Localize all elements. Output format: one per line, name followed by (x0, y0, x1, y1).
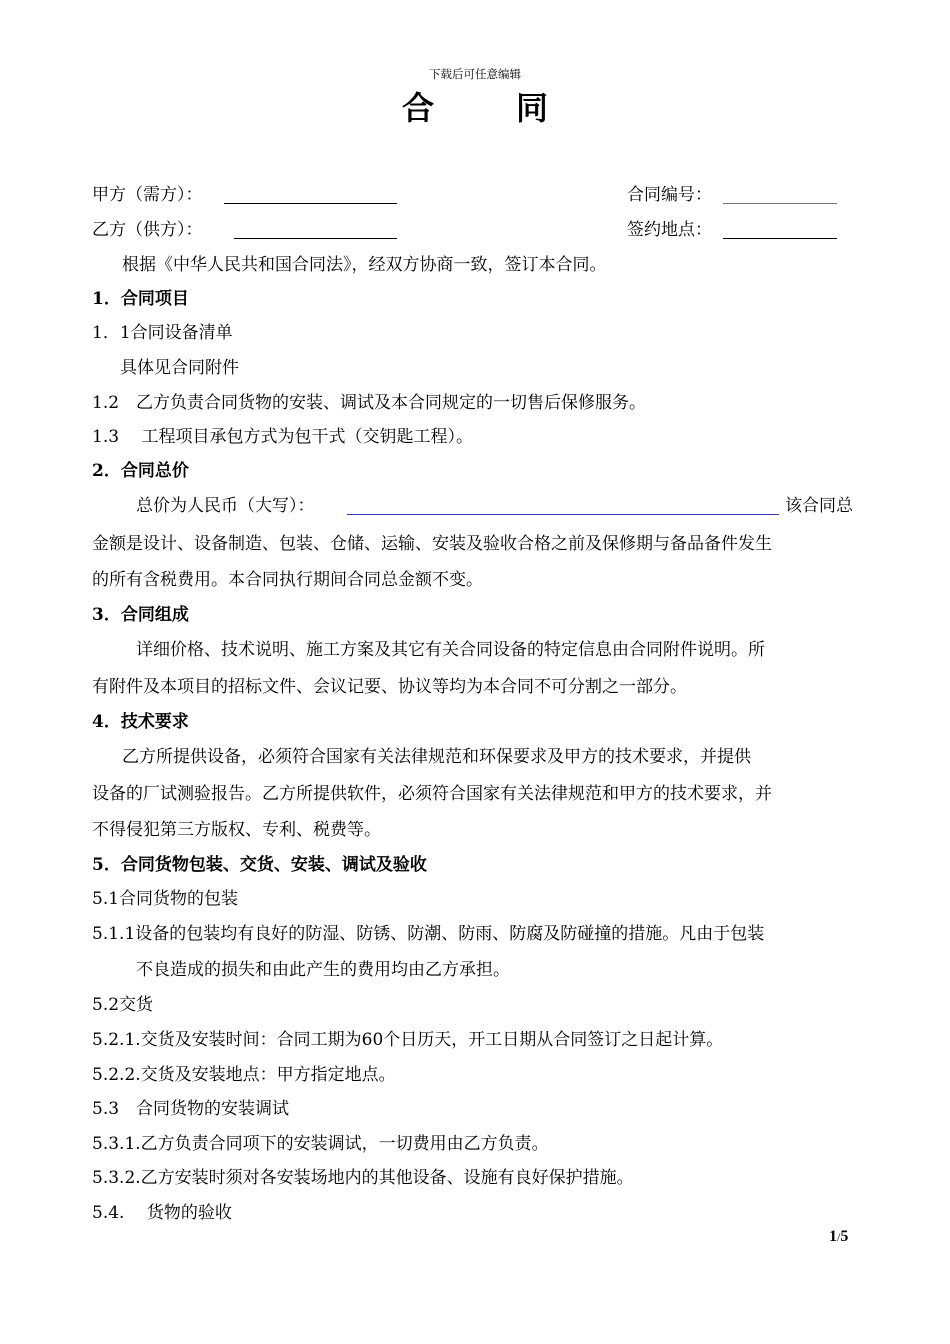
section-4-line-3: 不得侵犯第三方版权、专利、税费等。 (92, 820, 381, 840)
clause-5-3-2: 5.3.2.乙方安装时须对各安装场地内的其他设备、设施有良好保护措施。 (92, 1168, 634, 1188)
section-2-line-2: 金额是设计、设备制造、包装、仓储、运输、安装及验收合格之前及保修期与备品备件发生 (92, 534, 772, 554)
clause-5-1-1-line-2: 不良造成的损失和由此产生的费用均由乙方承担。 (136, 960, 510, 980)
total-price-label: 总价为人民币（大写）： (136, 496, 315, 516)
page-number (829, 1228, 848, 1246)
page-separator: / (837, 1230, 841, 1244)
header-note: 下载后可任意编辑 (429, 67, 521, 81)
clause-1-2: 1.2 乙方负责合同货物的安装、调试及本合同规定的一切售后保修服务。 (92, 393, 647, 413)
page-total: 5 (840, 1228, 849, 1245)
sign-place-label: 签约地点： (627, 220, 712, 240)
clause-5-4: 5.4. 货物的验收 (92, 1203, 232, 1223)
section-1-title: 1．合同项目 (92, 289, 189, 309)
clause-5-3-1: 5.3.1.乙方负责合同项下的安装调试，一切费用由乙方负责。 (92, 1134, 549, 1154)
total-price-tail: 该合同总 (785, 496, 853, 516)
section-4-title: 4．技术要求 (92, 712, 189, 732)
section-3-line-2: 有附件及本项目的招标文件、会议记要、协议等均为本合同不可分割之一部分。 (92, 677, 687, 697)
clause-5-1-1-line-1: 5.1.1设备的包装均有良好的防湿、防锈、防潮、防雨、防腐及防碰撞的措施。凡由于包装 (92, 924, 765, 944)
section-3-title: 3．合同组成 (92, 605, 189, 625)
clause-1-3: 1.3 工程项目承包方式为包干式（交钥匙工程）。 (92, 427, 473, 447)
section-2-line-3: 的所有含税费用。本合同执行期间合同总金额不变。 (92, 570, 483, 590)
clause-5-3: 5.3 合同货物的安装调试 (92, 1099, 290, 1119)
contract-no-label: 合同编号： (627, 185, 712, 205)
section-3-line-1: 详细价格、技术说明、施工方案及其它有关合同设备的特定信息由合同附件说明。所 (136, 640, 765, 660)
clause-5-2-1: 5.2.1.交货及安装时间：合同工期为60个日历天，开工日期从合同签订之日起计算。 (92, 1030, 724, 1050)
party-b-blank[interactable] (234, 238, 397, 239)
section-4-line-2: 设备的厂试测验报告。乙方所提供软件，必须符合国家有关法律规范和甲方的技术要求，并 (92, 784, 772, 804)
clause-5-2: 5.2交货 (92, 995, 154, 1015)
party-a-blank[interactable] (224, 203, 397, 204)
clause-5-1: 5.1合同货物的包装 (92, 889, 239, 909)
party-a-label: 甲方（需方）： (92, 185, 203, 205)
page-current: 1 (829, 1228, 837, 1245)
total-price-blank[interactable] (347, 514, 779, 515)
intro-paragraph: 根据《中华人民共和国合同法》，经双方协商一致，签订本合同。 (122, 255, 607, 275)
document-title: 合同 (401, 89, 630, 127)
clause-1-1-body: 具体见合同附件 (120, 358, 239, 378)
section-4-line-1: 乙方所提供设备，必须符合国家有关法律规范和环保要求及甲方的技术要求，并提供 (122, 747, 751, 767)
contract-no-blank[interactable] (723, 203, 837, 204)
sign-place-blank[interactable] (723, 238, 837, 239)
section-5-title: 5．合同货物包装、交货、安装、调试及验收 (92, 855, 427, 875)
section-2-title: 2．合同总价 (92, 461, 189, 481)
clause-5-2-2: 5.2.2.交货及安装地点：甲方指定地点。 (92, 1065, 396, 1085)
party-b-label: 乙方（供方）： (92, 220, 203, 240)
clause-1-1: 1．1合同设备清单 (92, 323, 233, 343)
